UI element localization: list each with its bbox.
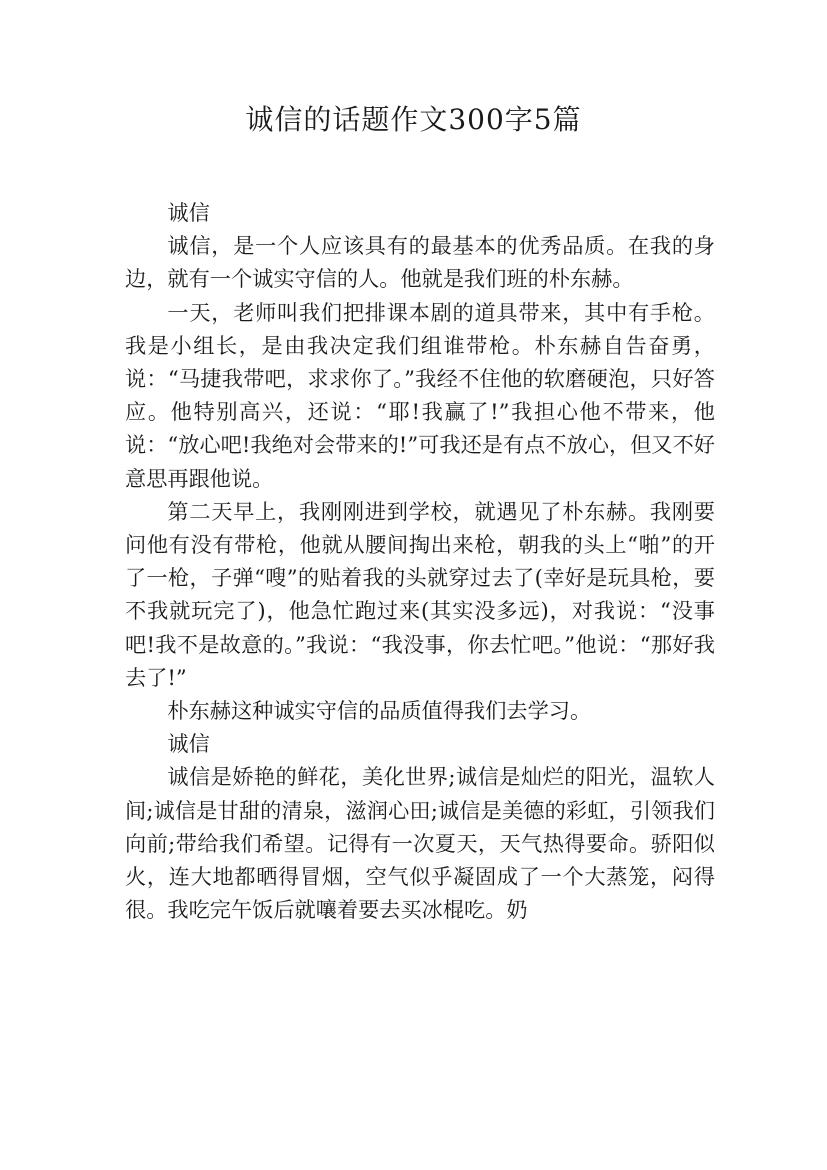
paragraph: 朴东赫这种诚实守信的品质值得我们去学习。 (167, 698, 592, 724)
paragraph: 第二天早上，我刚刚进到学校，就遇见了朴东赫。我刚要问他有没有带枪，他就从腰间掏出来枪，朝我的头上“啪”的开了一枪，子弹“嗖”的贴着我的头就穿过去了(幸好是玩具枪，要不我就玩完了)，他急忙跑过来(其实没多远)，对我说：“没事吧!我不是故意的。”我说：“我没事，你去忙吧。”他说：“那好我去了!” (125, 498, 715, 690)
section-heading: 诚信 (167, 200, 210, 225)
paragraph: 诚信是娇艳的鲜花，美化世界;诚信是灿烂的阳光，温软人间;诚信是甘甜的清泉，滋润心田;诚信是美德的彩虹，引领我们向前;带给我们希望。记得有一次夏天，天气热得要命。骄阳似火，连大地都晒得冒烟，空气似乎凝固成了一个大蒸笼，闷得很。我吃完午饭后就嚷着要去买冰棍吃。奶 (125, 764, 715, 923)
paragraph: 一天，老师叫我们把排课本剧的道具带来，其中有手枪。我是小组长，是由我决定我们组谁带枪。朴东赫自告奋勇，说：“马捷我带吧，求求你了。”我经不住他的软磨硬泡，只好答应。他特别高兴，还说：“耶!我赢了!”我担心他不带来，他说：“放心吧!我绝对会带来的!”可我还是有点不放心，但又不好意思再跟他说。 (125, 299, 715, 491)
section-heading: 诚信 (167, 731, 210, 757)
document-title: 诚信的话题作文300字5篇 (245, 103, 582, 136)
paragraph: 诚信，是一个人应该具有的最基本的优秀品质。在我的身边，就有一个诚实守信的人。他就是我们班的朴东赫。 (125, 233, 715, 292)
document-body (125, 196, 715, 926)
